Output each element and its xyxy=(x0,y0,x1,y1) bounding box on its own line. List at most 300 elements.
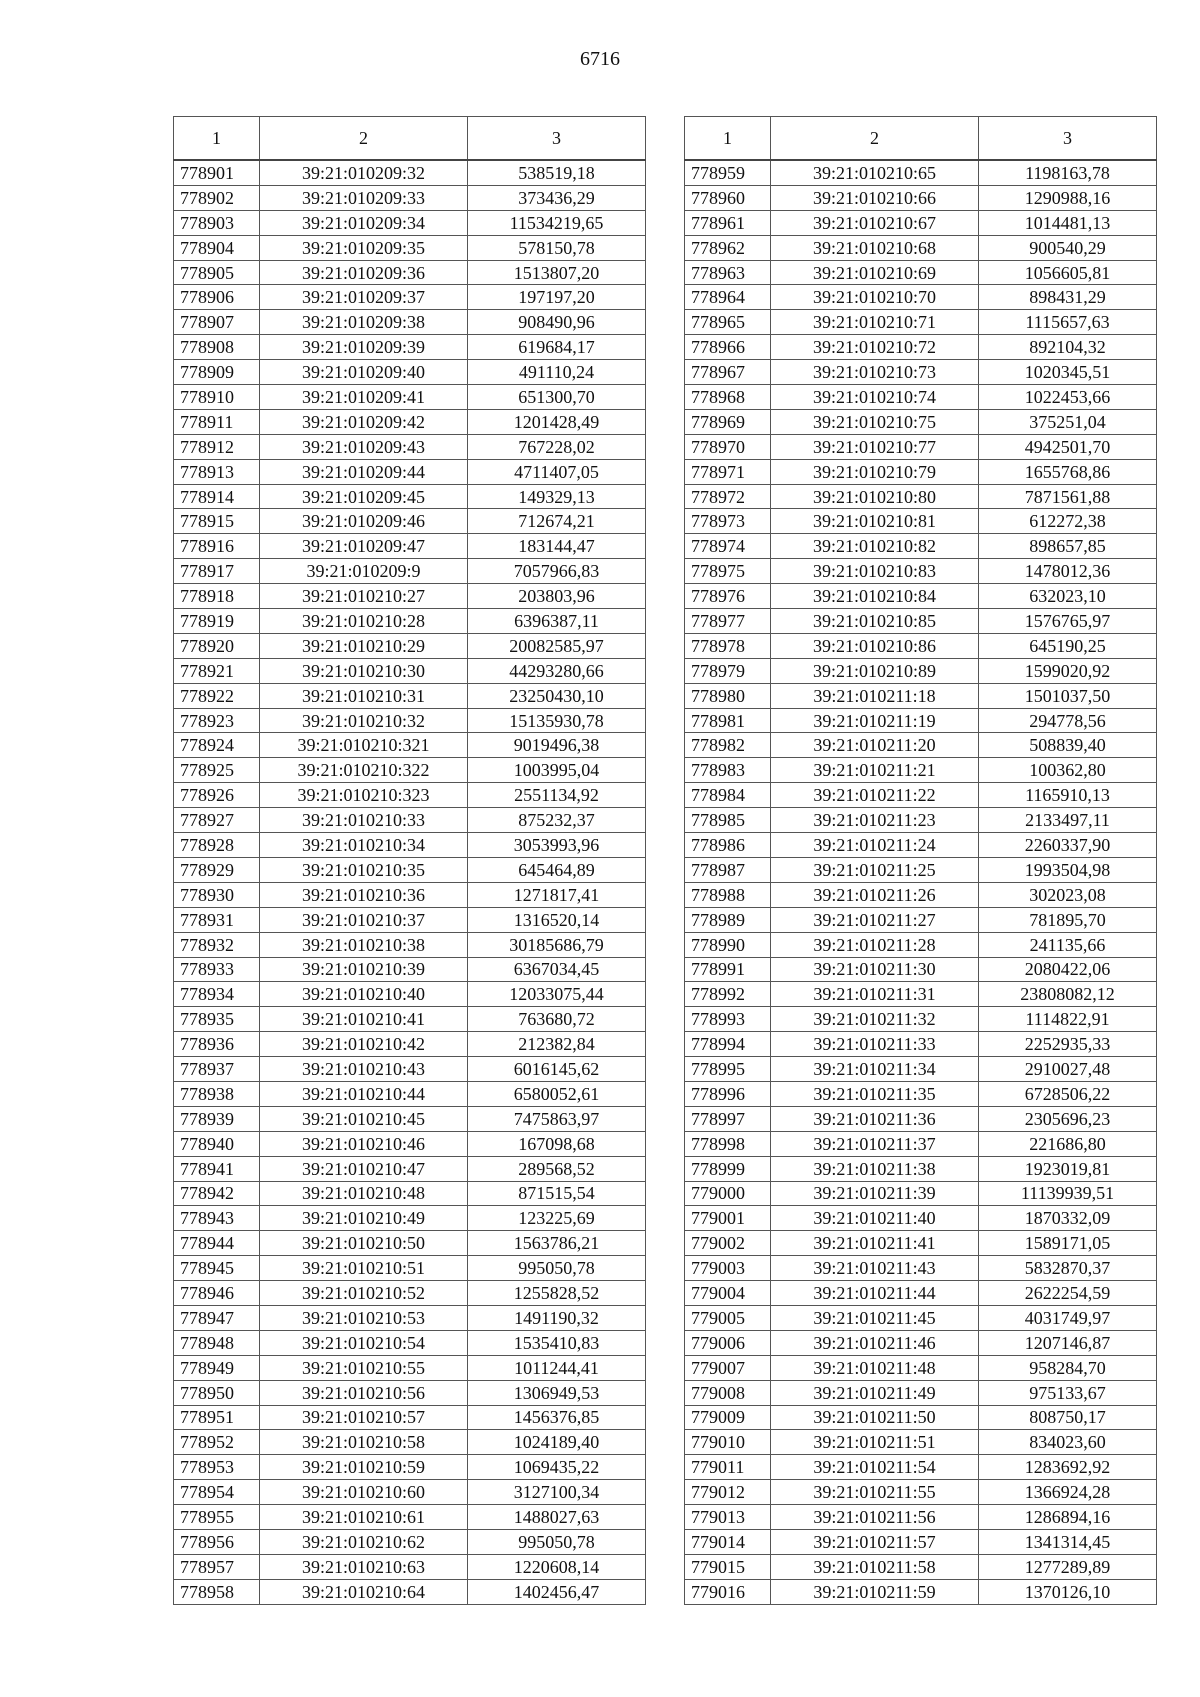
row-number-cell: 778976 xyxy=(685,584,771,609)
cadastral-number-cell: 39:21:010211:46 xyxy=(771,1330,979,1355)
cadastral-number-cell: 39:21:010210:323 xyxy=(260,783,468,808)
table-row xyxy=(174,1579,646,1604)
cadastral-number-cell: 39:21:010210:48 xyxy=(260,1181,468,1206)
cadastral-number-cell: 39:21:010210:81 xyxy=(771,509,979,534)
row-number-cell: 778944 xyxy=(174,1231,260,1256)
table-row xyxy=(685,1380,1157,1405)
table-row xyxy=(174,1007,646,1032)
value-cell: 763680,72 xyxy=(468,1007,646,1032)
table-row xyxy=(685,758,1157,783)
value-cell: 15135930,78 xyxy=(468,708,646,733)
row-number-cell: 779005 xyxy=(685,1305,771,1330)
row-number-cell: 778970 xyxy=(685,434,771,459)
table-row xyxy=(174,857,646,882)
cadastral-number-cell: 39:21:010211:21 xyxy=(771,758,979,783)
row-number-cell: 778932 xyxy=(174,932,260,957)
table-row xyxy=(685,434,1157,459)
column-header: 3 xyxy=(468,117,646,161)
value-cell: 1478012,36 xyxy=(979,559,1157,584)
value-cell: 898431,29 xyxy=(979,285,1157,310)
cadastral-number-cell: 39:21:010211:44 xyxy=(771,1281,979,1306)
value-cell: 30185686,79 xyxy=(468,932,646,957)
cadastral-number-cell: 39:21:010211:40 xyxy=(771,1206,979,1231)
table-row xyxy=(685,907,1157,932)
value-cell: 1024189,40 xyxy=(468,1430,646,1455)
cadastral-number-cell: 39:21:010210:77 xyxy=(771,434,979,459)
row-number-cell: 778920 xyxy=(174,633,260,658)
value-cell: 612272,38 xyxy=(979,509,1157,534)
row-number-cell: 778946 xyxy=(174,1281,260,1306)
value-cell: 900540,29 xyxy=(979,235,1157,260)
table-row xyxy=(174,310,646,335)
row-number-cell: 778921 xyxy=(174,658,260,683)
value-cell: 1255828,52 xyxy=(468,1281,646,1306)
row-number-cell: 778937 xyxy=(174,1057,260,1082)
row-number-cell: 778959 xyxy=(685,160,771,185)
value-cell: 20082585,97 xyxy=(468,633,646,658)
cadastral-number-cell: 39:21:010210:69 xyxy=(771,260,979,285)
value-cell: 1277289,89 xyxy=(979,1554,1157,1579)
row-number-cell: 778972 xyxy=(685,484,771,509)
table-row xyxy=(174,160,646,185)
cadastral-number-cell: 39:21:010209:33 xyxy=(260,185,468,210)
value-cell: 619684,17 xyxy=(468,335,646,360)
table-row xyxy=(685,833,1157,858)
cadastral-number-cell: 39:21:010210:61 xyxy=(260,1505,468,1530)
cadastral-number-cell: 39:21:010209:32 xyxy=(260,160,468,185)
row-number-cell: 779016 xyxy=(685,1579,771,1604)
value-cell: 23250430,10 xyxy=(468,683,646,708)
row-number-cell: 778927 xyxy=(174,808,260,833)
value-cell: 1271817,41 xyxy=(468,882,646,907)
table-row xyxy=(174,409,646,434)
value-cell: 2260337,90 xyxy=(979,833,1157,858)
cadastral-number-cell: 39:21:010210:68 xyxy=(771,235,979,260)
value-cell: 651300,70 xyxy=(468,385,646,410)
table-row xyxy=(174,1181,646,1206)
cadastral-number-cell: 39:21:010211:24 xyxy=(771,833,979,858)
value-cell: 44293280,66 xyxy=(468,658,646,683)
row-number-cell: 778984 xyxy=(685,783,771,808)
column-header: 1 xyxy=(685,117,771,161)
row-number-cell: 778942 xyxy=(174,1181,260,1206)
cadastral-number-cell: 39:21:010210:43 xyxy=(260,1057,468,1082)
cadastral-number-cell: 39:21:010210:41 xyxy=(260,1007,468,1032)
row-number-cell: 778989 xyxy=(685,907,771,932)
row-number-cell: 778903 xyxy=(174,210,260,235)
right-table-body xyxy=(685,160,1157,1604)
value-cell: 123225,69 xyxy=(468,1206,646,1231)
row-number-cell: 779009 xyxy=(685,1405,771,1430)
value-cell: 1456376,85 xyxy=(468,1405,646,1430)
row-number-cell: 778936 xyxy=(174,1032,260,1057)
row-number-cell: 779007 xyxy=(685,1355,771,1380)
cadastral-number-cell: 39:21:010211:55 xyxy=(771,1480,979,1505)
cadastral-number-cell: 39:21:010209:34 xyxy=(260,210,468,235)
row-number-cell: 778964 xyxy=(685,285,771,310)
table-row xyxy=(174,434,646,459)
row-number-cell: 778999 xyxy=(685,1156,771,1181)
row-number-cell: 778955 xyxy=(174,1505,260,1530)
cadastral-number-cell: 39:21:010210:40 xyxy=(260,982,468,1007)
value-cell: 1535410,83 xyxy=(468,1330,646,1355)
table-row xyxy=(685,882,1157,907)
value-cell: 1115657,63 xyxy=(979,310,1157,335)
table-row xyxy=(174,957,646,982)
row-number-cell: 779006 xyxy=(685,1330,771,1355)
table-row xyxy=(685,1206,1157,1231)
row-number-cell: 779001 xyxy=(685,1206,771,1231)
value-cell: 491110,24 xyxy=(468,360,646,385)
cadastral-number-cell: 39:21:010210:62 xyxy=(260,1529,468,1554)
table-row xyxy=(174,260,646,285)
row-number-cell: 778947 xyxy=(174,1305,260,1330)
table-row xyxy=(174,285,646,310)
row-number-cell: 778908 xyxy=(174,335,260,360)
cadastral-number-cell: 39:21:010209:46 xyxy=(260,509,468,534)
row-number-cell: 778961 xyxy=(685,210,771,235)
table-row xyxy=(685,683,1157,708)
value-cell: 1022453,66 xyxy=(979,385,1157,410)
cadastral-number-cell: 39:21:010210:67 xyxy=(771,210,979,235)
cadastral-number-cell: 39:21:010211:18 xyxy=(771,683,979,708)
row-number-cell: 779003 xyxy=(685,1256,771,1281)
table-row xyxy=(174,808,646,833)
table-row xyxy=(685,285,1157,310)
table-row xyxy=(685,335,1157,360)
value-cell: 241135,66 xyxy=(979,932,1157,957)
cadastral-number-cell: 39:21:010210:80 xyxy=(771,484,979,509)
table-row xyxy=(174,1480,646,1505)
row-number-cell: 778981 xyxy=(685,708,771,733)
cadastral-number-cell: 39:21:010211:23 xyxy=(771,808,979,833)
table-row xyxy=(174,1529,646,1554)
column-header: 1 xyxy=(174,117,260,161)
row-number-cell: 778925 xyxy=(174,758,260,783)
value-cell: 1870332,09 xyxy=(979,1206,1157,1231)
row-number-cell: 778954 xyxy=(174,1480,260,1505)
table-row xyxy=(685,1181,1157,1206)
cadastral-number-cell: 39:21:010210:51 xyxy=(260,1256,468,1281)
value-cell: 958284,70 xyxy=(979,1355,1157,1380)
value-cell: 781895,70 xyxy=(979,907,1157,932)
cadastral-number-cell: 39:21:010210:27 xyxy=(260,584,468,609)
table-row xyxy=(174,1131,646,1156)
row-number-cell: 778913 xyxy=(174,459,260,484)
row-number-cell: 778902 xyxy=(174,185,260,210)
table-row xyxy=(174,683,646,708)
table-row xyxy=(174,185,646,210)
cadastral-number-cell: 39:21:010210:73 xyxy=(771,360,979,385)
cadastral-number-cell: 39:21:010211:39 xyxy=(771,1181,979,1206)
table-row xyxy=(685,409,1157,434)
cadastral-number-cell: 39:21:010211:38 xyxy=(771,1156,979,1181)
row-number-cell: 778953 xyxy=(174,1455,260,1480)
table-row xyxy=(174,1231,646,1256)
table-row xyxy=(685,1256,1157,1281)
cadastral-number-cell: 39:21:010210:55 xyxy=(260,1355,468,1380)
cadastral-number-cell: 39:21:010209:42 xyxy=(260,409,468,434)
value-cell: 6016145,62 xyxy=(468,1057,646,1082)
table-row xyxy=(174,559,646,584)
value-cell: 11534219,65 xyxy=(468,210,646,235)
table-row xyxy=(174,609,646,634)
table-row xyxy=(685,957,1157,982)
table-row xyxy=(685,1355,1157,1380)
row-number-cell: 778974 xyxy=(685,534,771,559)
table-row xyxy=(174,385,646,410)
row-number-cell: 778957 xyxy=(174,1554,260,1579)
value-cell: 871515,54 xyxy=(468,1181,646,1206)
row-number-cell: 778990 xyxy=(685,932,771,957)
cadastral-number-cell: 39:21:010209:37 xyxy=(260,285,468,310)
value-cell: 1491190,32 xyxy=(468,1305,646,1330)
value-cell: 645190,25 xyxy=(979,633,1157,658)
row-number-cell: 778922 xyxy=(174,683,260,708)
value-cell: 1402456,47 xyxy=(468,1579,646,1604)
cadastral-number-cell: 39:21:010210:70 xyxy=(771,285,979,310)
row-number-cell: 778945 xyxy=(174,1256,260,1281)
row-number-cell: 778917 xyxy=(174,559,260,584)
row-number-cell: 778965 xyxy=(685,310,771,335)
row-number-cell: 778992 xyxy=(685,982,771,1007)
table-row xyxy=(174,1330,646,1355)
value-cell: 4942501,70 xyxy=(979,434,1157,459)
value-cell: 767228,02 xyxy=(468,434,646,459)
cadastral-number-cell: 39:21:010210:59 xyxy=(260,1455,468,1480)
row-number-cell: 778935 xyxy=(174,1007,260,1032)
cadastral-number-cell: 39:21:010211:25 xyxy=(771,857,979,882)
column-header: 2 xyxy=(260,117,468,161)
row-number-cell: 778950 xyxy=(174,1380,260,1405)
row-number-cell: 779010 xyxy=(685,1430,771,1455)
cadastral-number-cell: 39:21:010209:41 xyxy=(260,385,468,410)
value-cell: 1563786,21 xyxy=(468,1231,646,1256)
value-cell: 183144,47 xyxy=(468,534,646,559)
value-cell: 1370126,10 xyxy=(979,1579,1157,1604)
value-cell: 1114822,91 xyxy=(979,1007,1157,1032)
value-cell: 1923019,81 xyxy=(979,1156,1157,1181)
value-cell: 6580052,61 xyxy=(468,1081,646,1106)
table-row xyxy=(685,484,1157,509)
table-row xyxy=(174,882,646,907)
row-number-cell: 778993 xyxy=(685,1007,771,1032)
value-cell: 7475863,97 xyxy=(468,1106,646,1131)
table-row xyxy=(685,658,1157,683)
cadastral-number-cell: 39:21:010210:321 xyxy=(260,733,468,758)
table-row xyxy=(685,783,1157,808)
row-number-cell: 778929 xyxy=(174,857,260,882)
cadastral-number-cell: 39:21:010210:39 xyxy=(260,957,468,982)
value-cell: 6396387,11 xyxy=(468,609,646,634)
value-cell: 975133,67 xyxy=(979,1380,1157,1405)
cadastral-number-cell: 39:21:010210:71 xyxy=(771,310,979,335)
row-number-cell: 778911 xyxy=(174,409,260,434)
value-cell: 875232,37 xyxy=(468,808,646,833)
row-number-cell: 778951 xyxy=(174,1405,260,1430)
value-cell: 1589171,05 xyxy=(979,1231,1157,1256)
row-number-cell: 778969 xyxy=(685,409,771,434)
table-row xyxy=(685,1231,1157,1256)
value-cell: 7871561,88 xyxy=(979,484,1157,509)
table-row xyxy=(685,1305,1157,1330)
cadastral-number-cell: 39:21:010211:59 xyxy=(771,1579,979,1604)
value-cell: 3053993,96 xyxy=(468,833,646,858)
row-number-cell: 778977 xyxy=(685,609,771,634)
cadastral-number-cell: 39:21:010210:31 xyxy=(260,683,468,708)
value-cell: 149329,13 xyxy=(468,484,646,509)
cadastral-number-cell: 39:21:010210:42 xyxy=(260,1032,468,1057)
value-cell: 1366924,28 xyxy=(979,1480,1157,1505)
value-cell: 2551134,92 xyxy=(468,783,646,808)
value-cell: 2622254,59 xyxy=(979,1281,1157,1306)
value-cell: 632023,10 xyxy=(979,584,1157,609)
table-row xyxy=(685,360,1157,385)
cadastral-number-cell: 39:21:010209:39 xyxy=(260,335,468,360)
table-row xyxy=(685,633,1157,658)
row-number-cell: 778919 xyxy=(174,609,260,634)
row-number-cell: 778948 xyxy=(174,1330,260,1355)
cadastral-number-cell: 39:21:010211:27 xyxy=(771,907,979,932)
table-row xyxy=(174,1156,646,1181)
table-row xyxy=(685,733,1157,758)
value-cell: 373436,29 xyxy=(468,185,646,210)
table-row xyxy=(685,310,1157,335)
cadastral-number-cell: 39:21:010210:79 xyxy=(771,459,979,484)
table-row xyxy=(685,235,1157,260)
table-row xyxy=(685,1081,1157,1106)
cadastral-number-cell: 39:21:010210:57 xyxy=(260,1405,468,1430)
value-cell: 4031749,97 xyxy=(979,1305,1157,1330)
cadastral-number-cell: 39:21:010211:30 xyxy=(771,957,979,982)
value-cell: 11139939,51 xyxy=(979,1181,1157,1206)
value-cell: 3127100,34 xyxy=(468,1480,646,1505)
table-row xyxy=(685,559,1157,584)
value-cell: 1020345,51 xyxy=(979,360,1157,385)
row-number-cell: 778983 xyxy=(685,758,771,783)
value-cell: 5832870,37 xyxy=(979,1256,1157,1281)
table-row xyxy=(174,932,646,957)
value-cell: 1220608,14 xyxy=(468,1554,646,1579)
value-cell: 23808082,12 xyxy=(979,982,1157,1007)
value-cell: 100362,80 xyxy=(979,758,1157,783)
row-number-cell: 778930 xyxy=(174,882,260,907)
value-cell: 6367034,45 xyxy=(468,957,646,982)
table-row xyxy=(174,534,646,559)
value-cell: 2080422,06 xyxy=(979,957,1157,982)
row-number-cell: 779013 xyxy=(685,1505,771,1530)
table-row xyxy=(174,733,646,758)
table-row xyxy=(685,534,1157,559)
table-row xyxy=(174,708,646,733)
cadastral-number-cell: 39:21:010210:32 xyxy=(260,708,468,733)
table-row xyxy=(174,1305,646,1330)
value-cell: 538519,18 xyxy=(468,160,646,185)
table-row xyxy=(174,783,646,808)
cadastral-number-cell: 39:21:010210:89 xyxy=(771,658,979,683)
value-cell: 1014481,13 xyxy=(979,210,1157,235)
value-cell: 1341314,45 xyxy=(979,1529,1157,1554)
cadastral-number-cell: 39:21:010209:44 xyxy=(260,459,468,484)
value-cell: 6728506,22 xyxy=(979,1081,1157,1106)
cadastral-number-cell: 39:21:010210:60 xyxy=(260,1480,468,1505)
cadastral-number-cell: 39:21:010210:56 xyxy=(260,1380,468,1405)
table-row xyxy=(685,1405,1157,1430)
cadastral-number-cell: 39:21:010211:35 xyxy=(771,1081,979,1106)
value-cell: 995050,78 xyxy=(468,1256,646,1281)
row-number-cell: 778949 xyxy=(174,1355,260,1380)
row-number-cell: 778909 xyxy=(174,360,260,385)
table-row xyxy=(685,1007,1157,1032)
value-cell: 1198163,78 xyxy=(979,160,1157,185)
cadastral-number-cell: 39:21:010211:36 xyxy=(771,1106,979,1131)
row-number-cell: 778994 xyxy=(685,1032,771,1057)
row-number-cell: 778931 xyxy=(174,907,260,932)
table-row xyxy=(174,235,646,260)
table-row xyxy=(685,1430,1157,1455)
row-number-cell: 779011 xyxy=(685,1455,771,1480)
table-row xyxy=(174,1355,646,1380)
table-row xyxy=(174,1505,646,1530)
table-row xyxy=(174,210,646,235)
right-table xyxy=(684,116,1157,1605)
row-number-cell: 779002 xyxy=(685,1231,771,1256)
cadastral-number-cell: 39:21:010211:58 xyxy=(771,1554,979,1579)
table-row xyxy=(685,1281,1157,1306)
value-cell: 1207146,87 xyxy=(979,1330,1157,1355)
table-row xyxy=(174,907,646,932)
table-row xyxy=(174,1380,646,1405)
table-row xyxy=(685,1505,1157,1530)
column-header: 2 xyxy=(771,117,979,161)
cadastral-number-cell: 39:21:010210:49 xyxy=(260,1206,468,1231)
row-number-cell: 778988 xyxy=(685,882,771,907)
value-cell: 1488027,63 xyxy=(468,1505,646,1530)
row-number-cell: 778980 xyxy=(685,683,771,708)
table-row xyxy=(174,1032,646,1057)
row-number-cell: 778923 xyxy=(174,708,260,733)
value-cell: 212382,84 xyxy=(468,1032,646,1057)
value-cell: 1290988,16 xyxy=(979,185,1157,210)
table-row xyxy=(685,1032,1157,1057)
cadastral-number-cell: 39:21:010210:85 xyxy=(771,609,979,634)
row-number-cell: 778918 xyxy=(174,584,260,609)
table-row xyxy=(174,1057,646,1082)
table-row xyxy=(174,1405,646,1430)
table-row xyxy=(685,385,1157,410)
cadastral-number-cell: 39:21:010211:51 xyxy=(771,1430,979,1455)
value-cell: 1501037,50 xyxy=(979,683,1157,708)
value-cell: 578150,78 xyxy=(468,235,646,260)
cadastral-number-cell: 39:21:010209:45 xyxy=(260,484,468,509)
cadastral-number-cell: 39:21:010211:49 xyxy=(771,1380,979,1405)
value-cell: 645464,89 xyxy=(468,857,646,882)
row-number-cell: 778916 xyxy=(174,534,260,559)
row-number-cell: 778912 xyxy=(174,434,260,459)
row-number-cell: 778928 xyxy=(174,833,260,858)
cadastral-number-cell: 39:21:010210:75 xyxy=(771,409,979,434)
table-header-row xyxy=(685,117,1157,161)
cadastral-number-cell: 39:21:010210:83 xyxy=(771,559,979,584)
cadastral-number-cell: 39:21:010209:47 xyxy=(260,534,468,559)
row-number-cell: 778995 xyxy=(685,1057,771,1082)
table-row xyxy=(174,1455,646,1480)
cadastral-number-cell: 39:21:010211:22 xyxy=(771,783,979,808)
cadastral-number-cell: 39:21:010210:72 xyxy=(771,335,979,360)
row-number-cell: 778941 xyxy=(174,1156,260,1181)
cadastral-number-cell: 39:21:010211:57 xyxy=(771,1529,979,1554)
page-number: 6716 xyxy=(580,48,620,70)
